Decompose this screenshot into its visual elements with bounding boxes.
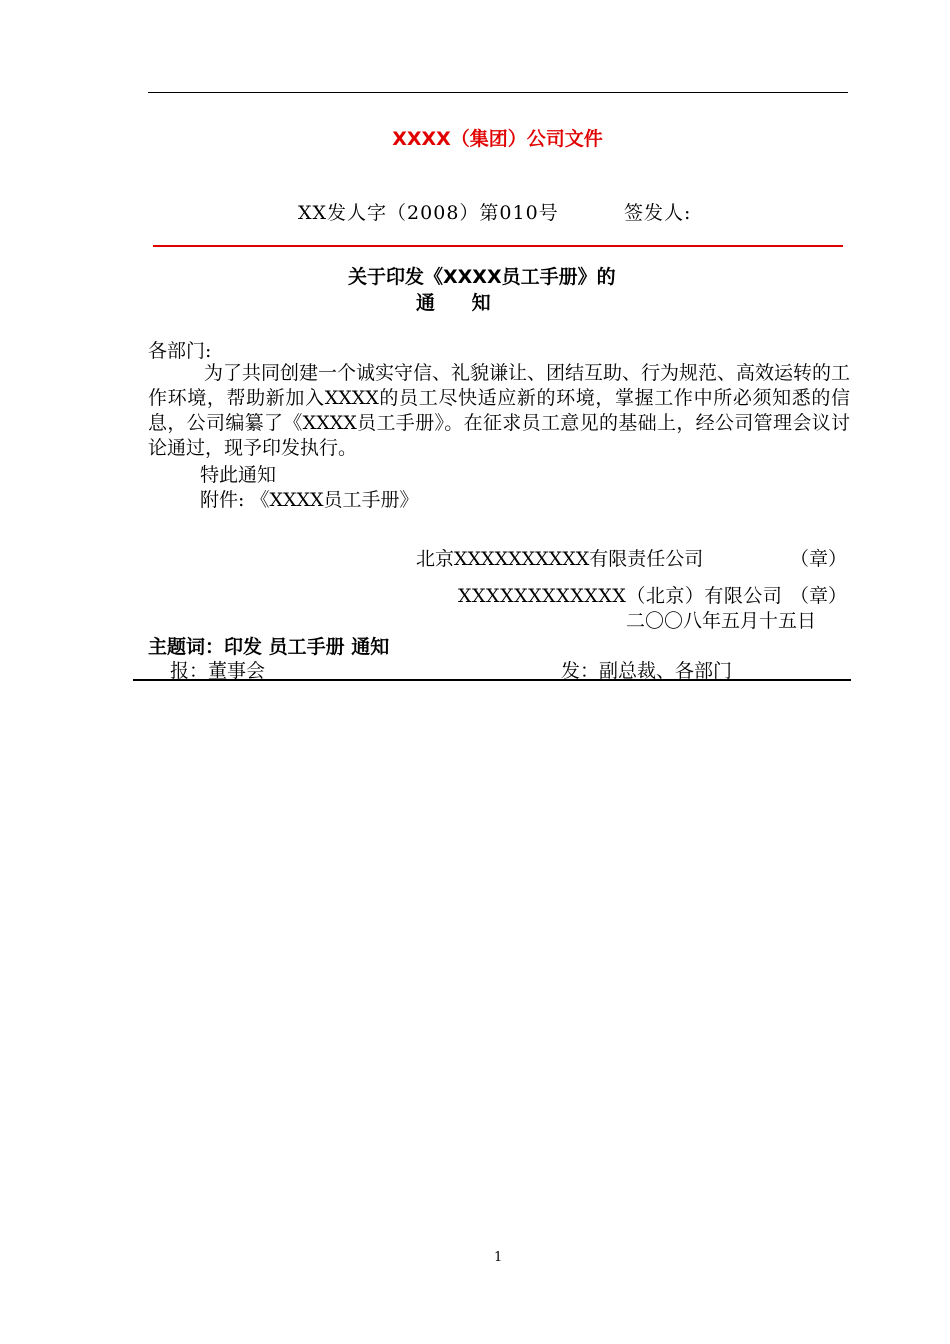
distribute-to: 发：副总裁、各部门 bbox=[561, 660, 733, 682]
page-number: 1 bbox=[494, 1250, 503, 1265]
greeting: 各部门: bbox=[148, 340, 212, 362]
subject-keywords: 主题词：印发 员工手册 通知 bbox=[148, 636, 390, 658]
signature-company-2: XXXXXXXXXXXX（北京）有限公司 bbox=[458, 585, 783, 607]
closing-line: 特此通知 bbox=[200, 464, 277, 486]
notice-title-second-line: 通 知 bbox=[416, 292, 491, 314]
signature-company-1: 北京XXXXXXXXXX有限责任公司 bbox=[416, 548, 704, 570]
red-header-rule bbox=[153, 245, 843, 247]
issue-date: 二〇〇八年五月十五日 bbox=[626, 610, 817, 632]
body-paragraph: 为了共同创建一个诚实守信、礼貌谦让、团结互助、行为规范、高效运转的工作环境，帮助新加入XXXX的员工尽快适应新的环境，掌握工作中所必须知悉的信息，公司编纂了《XXXX员工手册》。在征求员工意见的基础上，经公司管理会议讨论通过，现予印发执行。 bbox=[148, 362, 851, 459]
report-to: 报：董事会 bbox=[170, 660, 266, 682]
seal-label-1: （章） bbox=[790, 548, 848, 570]
seal-label-2: （章） bbox=[790, 585, 848, 607]
signer-label: 签发人: bbox=[624, 202, 692, 224]
notice-title: 关于印发《XXXX员工手册》的 bbox=[348, 266, 616, 288]
attachment-line: 附件: 《XXXX员工手册》 bbox=[200, 489, 419, 511]
document-number: XX发人字（2008）第010号 bbox=[298, 202, 559, 224]
bottom-rule bbox=[133, 679, 851, 681]
top-rule bbox=[148, 92, 848, 93]
company-title: XXXX（集团）公司文件 bbox=[392, 128, 603, 150]
